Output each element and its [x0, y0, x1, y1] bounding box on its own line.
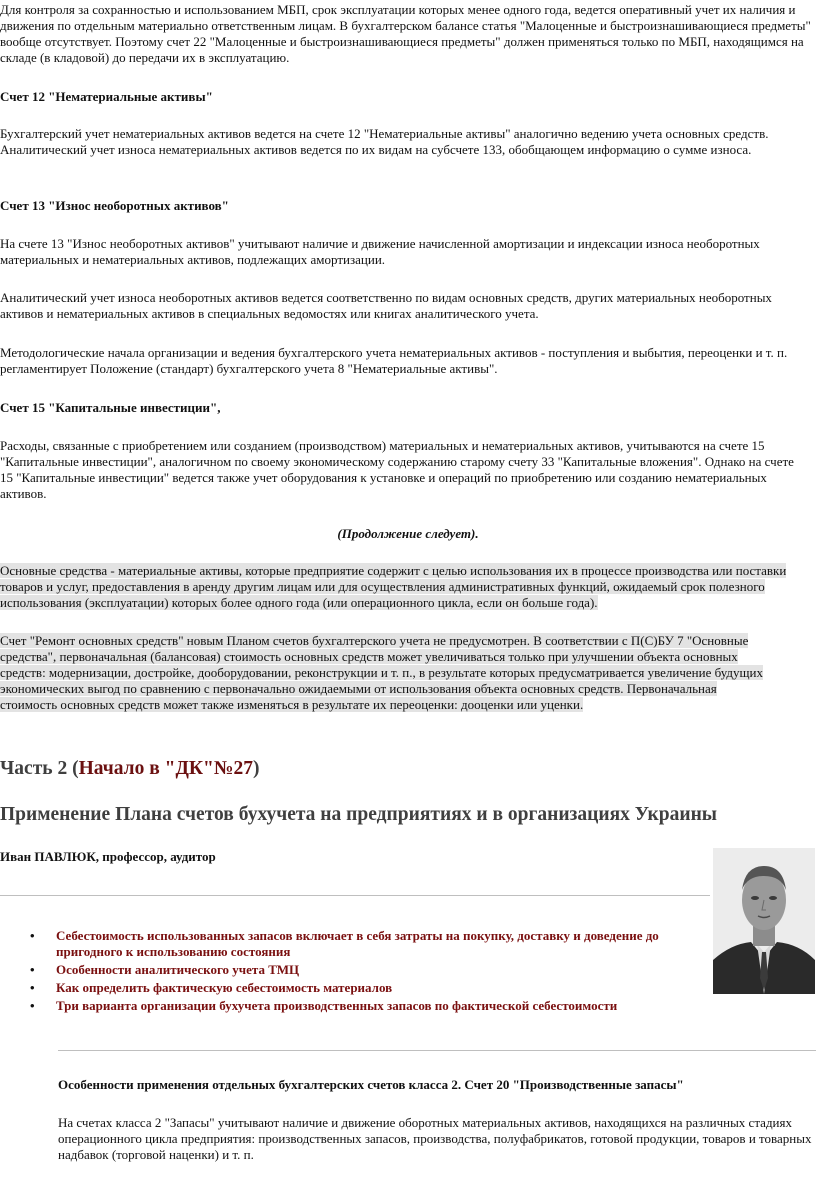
divider-top	[0, 895, 710, 896]
paragraph-account-13-c: Методологические начала организации и ведения бухгалтерского учета нематериальных активов - поступления и выбытия, переоценки и т. п. регламентирует Положение (стандарт) бухгалтерского учета 8 "Нематериальные активы".	[0, 345, 788, 376]
list-item[interactable]: • Как определить фактическую себестоимость материалов	[30, 980, 393, 995]
heading-account-15: Счет 15 "Капитальные инвестиции",	[0, 400, 221, 415]
author-photo	[713, 848, 815, 994]
intro-paragraph: Для контроля за сохранностью и использованием МБП, срок эксплуатации которых менее одного года, ведется оперативный учет их наличия и движения по отдельным материально ответственным лицам. В бухгалтерском балансе статья "Малоценные и быстроизнашивающиеся предметы" вообще отсутствует. Поэтому счет 22 "Малоценные и быстроизнашивающиеся предметы" должен применяться только по МБП, находящимся на складе (в кладовой) до передачи их в эксплуатацию.	[0, 2, 811, 65]
part-heading-prefix: Часть 2 (	[0, 758, 79, 779]
author-byline: Иван ПАВЛЮК, профессор, аудитор	[0, 849, 216, 864]
list-item[interactable]: • Три варианта организации бухучета производственных запасов по фактической себестоимости	[30, 998, 618, 1013]
highlighted-paragraph-fixed-assets: Основные средства - материальные активы, которые предприятие содержит с целью использования их в процессе производства или поставки товаров и услуг, предоставления в аренду другим лицам или для осуществления административных функций, ожидаемый срок полезного использования (эксплуатации) которых более одного года (или операционного цикла, если он больше года).	[0, 563, 787, 610]
article-links-list	[0, 928, 710, 1016]
section-heading-account-20: Особенности применения отдельных бухгалтерских счетов класса 2. Счет 20 "Производственные запасы"	[58, 1077, 684, 1092]
part-heading-link[interactable]: Начало в "ДК"№27	[78, 758, 253, 779]
list-item[interactable]: • Особенности аналитического учета ТМЦ	[30, 962, 300, 977]
to-be-continued: (Продолжение следует).	[337, 526, 479, 541]
divider-bottom	[58, 1050, 816, 1051]
heading-account-13: Счет 13 "Износ необоротных активов"	[0, 198, 229, 213]
paragraph-account-13-b: Аналитический учет износа необоротных активов ведется соответственно по видам основных средств, других материальных необоротных активов и нематериальных активов в специальных ведомостях или книгах аналитического учета.	[0, 290, 772, 321]
heading-account-12: Счет 12 "Нематериальные активы"	[0, 89, 213, 104]
paragraph-account-13-a: На счете 13 "Износ необоротных активов" учитывают наличие и движение начисленной амортизации и индексации износа необоротных материальных и нематериальных активов, подлежащих амортизации.	[0, 236, 760, 267]
paragraph-account-15: Расходы, связанные с приобретением или созданием (производством) материальных и нематериальных активов, учитываются на счете 15 "Капитальные инвестиции", аналогичном по своему экономическому содержанию старому счету 33 "Капитальные вложения". Однако на счете 15 "Капитальные инвестиции" ведется также учет оборудования к установке и операций по приобретению или созданию нематериальных активов.	[0, 438, 794, 501]
article-title: Применение Плана счетов бухучета на предприятиях и в организациях Украины	[0, 804, 718, 825]
list-item[interactable]: • Себестоимость использованных запасов включает в себя затраты на покупку, доставку и доведение до пригодного к использованию состояния	[30, 928, 659, 959]
paragraph-account-12: Бухгалтерский учет нематериальных активов ведется на счете 12 "Нематериальные активы" аналогично ведению учета основных средств. Аналитический учет износа нематериальных активов ведется по их видам на субсчете 133, обобщающем информацию о сумме износа.	[0, 126, 769, 157]
highlighted-paragraph-repair: Счет "Ремонт основных средств" новым Планом счетов бухгалтерского учета не предусмотрен. В соответствии с П(С)БУ 7 "Основные средства", первоначальная (балансовая) стоимость основных средств может увеличиваться только при улучшении объекта основных средств: модернизации, достройке, дооборудовании, реконструкции и т. п., в результате которых предусматривается увеличение будущих экономических выгод по сравнению с первоначально ожидаемыми от использования объекта основных средств. Первоначальная стоимость основных средств может также изменяться в результате их переоценки: дооценки или уценки.	[0, 633, 764, 712]
part-heading-suffix: )	[252, 758, 260, 779]
section-paragraph-account-20: На счетах класса 2 "Запасы" учитывают наличие и движение оборотных материальных активов, находящихся на различных стадиях операционного цикла предприятия: производственных запасов, производства, полуфабрикатов, готовой продукции, товаров и товарных надбавок (торговой наценки) и т. п.	[58, 1115, 812, 1162]
part-heading	[0, 757, 259, 781]
author-portrait-image	[713, 848, 815, 994]
